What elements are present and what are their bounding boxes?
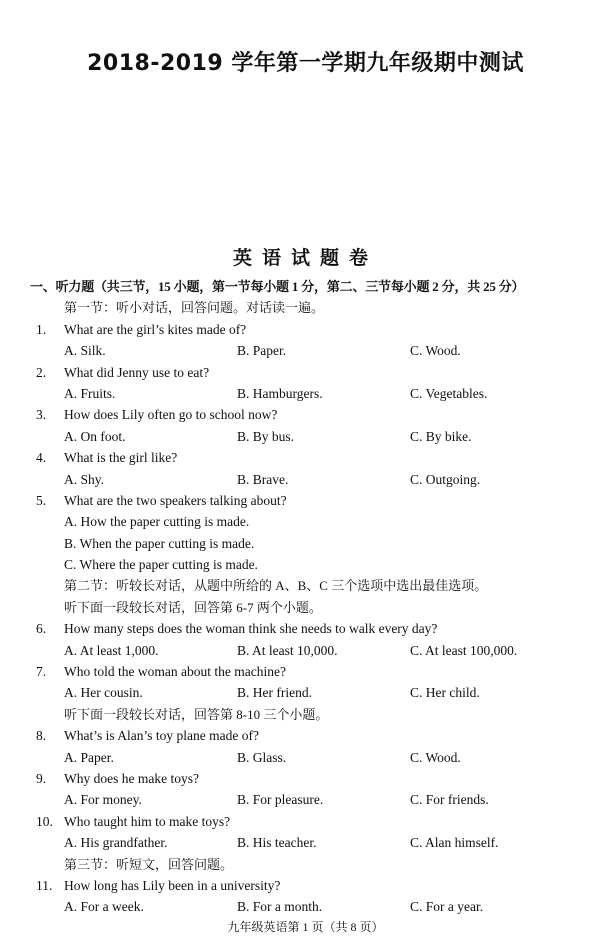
question-8-options — [0, 747, 611, 768]
section3-instruction: 第三节：听短文，回答问题。 — [64, 856, 234, 872]
question-8 — [0, 725, 611, 746]
question-7 — [0, 661, 611, 682]
option-c: C. Her child. — [410, 685, 480, 701]
question-text: Why does he make toys? — [64, 770, 199, 786]
option-c: C. Wood. — [410, 749, 461, 765]
option-a: A. How the paper cutting is made. — [64, 514, 250, 530]
question-3-options — [0, 426, 611, 447]
option-c: C. Alan himself. — [410, 835, 499, 851]
option-a: A. For a week. — [64, 899, 144, 915]
question-number: 5. — [36, 492, 47, 508]
option-b: B. Paper. — [237, 343, 287, 359]
option-a: A. On foot. — [64, 428, 126, 444]
option-c: C. At least 100,000. — [410, 642, 518, 658]
question-text: Who taught him to make toys? — [64, 813, 231, 829]
question-text: What are the girl’s kites made of? — [64, 321, 247, 337]
question-number: 8. — [36, 728, 47, 744]
page-footer: 九年级英语第 1 页（共 8 页） — [227, 920, 384, 934]
question-number: 11. — [36, 877, 53, 893]
question-5-option-a-row — [0, 511, 611, 532]
question-6-options — [0, 640, 611, 661]
option-c: C. For a year. — [410, 899, 484, 915]
question-11 — [0, 875, 611, 896]
question-number: 10. — [36, 813, 53, 829]
option-b: B. For pleasure. — [237, 792, 324, 808]
option-a: A. At least 1,000. — [64, 642, 159, 658]
section1-instruction: 第一节：听小对话，回答问题。对话读一遍。 — [64, 300, 325, 316]
option-b: B. His teacher. — [237, 835, 317, 851]
option-b: B. Brave. — [237, 471, 289, 487]
question-10-options — [0, 832, 611, 853]
question-number: 1. — [36, 321, 47, 337]
question-number: 2. — [36, 364, 47, 380]
option-c: C. Where the paper cutting is made. — [64, 557, 258, 573]
option-b: B. By bus. — [237, 428, 295, 444]
option-a: A. Silk. — [64, 343, 106, 359]
option-b: B. Hamburgers. — [237, 385, 323, 401]
question-number: 4. — [36, 450, 47, 466]
option-b: B. When the paper cutting is made. — [64, 535, 255, 551]
question-2 — [0, 362, 611, 383]
question-2-options — [0, 383, 611, 404]
option-a: A. Paper. — [64, 749, 114, 765]
option-a: A. Her cousin. — [64, 685, 143, 701]
question-text: What did Jenny use to eat? — [64, 364, 210, 380]
question-number: 6. — [36, 621, 47, 637]
question-9 — [0, 768, 611, 789]
option-c: C. Outgoing. — [410, 471, 481, 487]
question-4 — [0, 447, 611, 468]
question-1 — [0, 319, 611, 340]
question-11-options — [0, 896, 611, 917]
question-5-option-c-row — [0, 554, 611, 575]
question-number: 3. — [36, 407, 47, 423]
option-a: A. His grandfather. — [64, 835, 168, 851]
question-text: How does Lily often go to school now? — [64, 407, 278, 423]
section2-instruction: 第二节：听较长对话，从题中所给的 A、B、C 三个选项中选出最佳选项。 — [64, 578, 488, 594]
part1-heading: 一、听力题（共三节，15 小题，第一节每小题 1 分，第二、三节每小题 2 分，共 25 分） — [30, 279, 525, 294]
option-c: C. For friends. — [410, 792, 489, 808]
section2-note-1: 听下面一段较长对话，回答第 6-7 两个小题。 — [64, 599, 322, 615]
question-9-options — [0, 789, 611, 810]
question-text: What is the girl like? — [64, 450, 178, 466]
question-6 — [0, 618, 611, 639]
question-number: 7. — [36, 664, 47, 680]
question-number: 9. — [36, 770, 47, 786]
option-a: A. For money. — [64, 792, 142, 808]
paper-subtitle: 英语试题卷 — [232, 247, 378, 269]
option-b: B. Glass. — [237, 749, 287, 765]
option-b: B. For a month. — [237, 899, 323, 915]
question-text: How long has Lily been in a university? — [64, 877, 281, 893]
question-1-options — [0, 340, 611, 361]
section2-note-2: 听下面一段较长对话，回答第 8-10 三个小题。 — [64, 706, 329, 722]
question-text: What are the two speakers talking about? — [64, 492, 287, 508]
option-c: C. Wood. — [410, 343, 461, 359]
question-5 — [0, 490, 611, 511]
listening-section — [0, 276, 611, 918]
option-b: B. At least 10,000. — [237, 642, 338, 658]
question-text: How many steps does the woman think she needs to walk every day? — [64, 621, 438, 637]
option-a: A. Fruits. — [64, 385, 116, 401]
question-5-option-b-row — [0, 533, 611, 554]
question-10 — [0, 811, 611, 832]
question-3 — [0, 404, 611, 425]
question-text: What’s is Alan’s toy plane made of? — [64, 728, 259, 744]
option-c: C. By bike. — [410, 428, 472, 444]
question-4-options — [0, 469, 611, 490]
option-a: A. Shy. — [64, 471, 105, 487]
option-c: C. Vegetables. — [410, 385, 488, 401]
question-7-options — [0, 682, 611, 703]
question-text: Who told the woman about the machine? — [64, 664, 286, 680]
exam-title: 2018-2019 学年第一学期九年级期中测试 — [87, 51, 524, 76]
option-b: B. Her friend. — [237, 685, 312, 701]
